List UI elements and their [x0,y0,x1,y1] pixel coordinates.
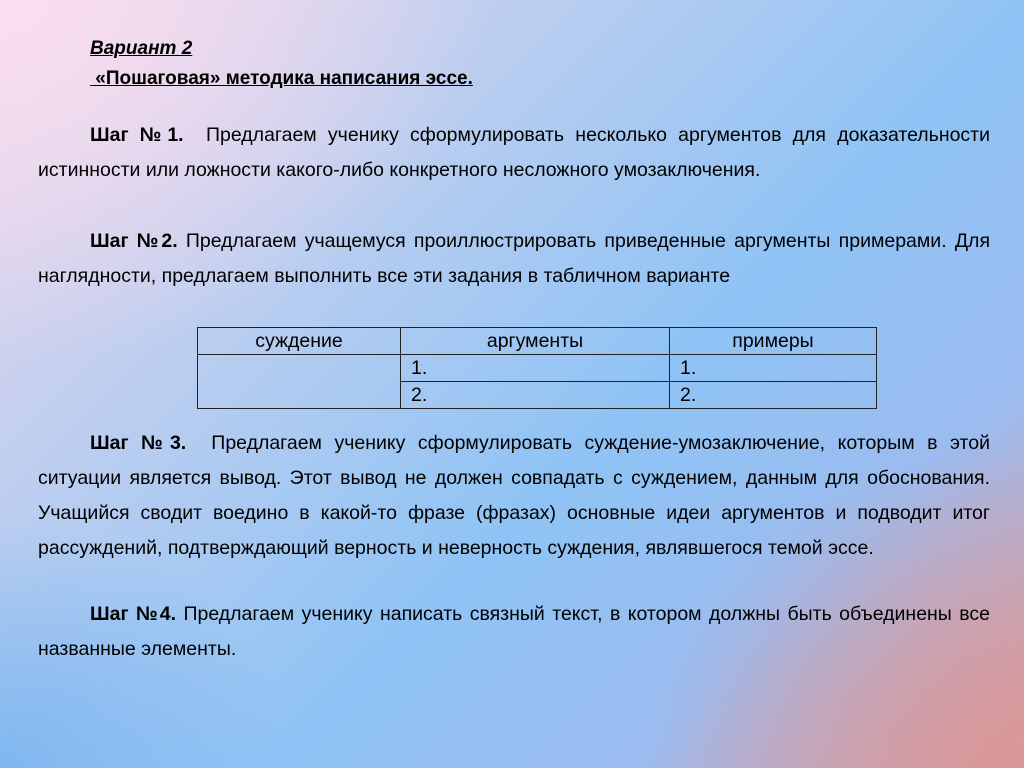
step-1-text: Предлагаем ученику сформулировать несколько аргументов для доказательности истинности или ложности какого-либо конкретного несложного умозаключения. [38,124,991,181]
step-3-text: Предлагаем ученику сформулировать суждение-умозаключение, которым в этой ситуации является вывод. Этот вывод не должен совпадать с суждением, данным для обоснования. Учащийся сводит воедино в какой-то фразе (фразах) основные идеи аргументов и подводит итог рассуждений, подтверждающий верность и неверность суждения, являвшегося темой эссе. [38,432,991,559]
table-header-arguments: аргументы [401,328,670,355]
step-2-paragraph [38,224,990,294]
step-3-label: Шаг №3. [90,432,187,454]
step-1-label: Шаг №1. [90,124,184,146]
step-2-text: Предлагаем учащемуся проиллюстрировать приведенные аргументы примерами. Для наглядности, предлагаем выполнить все эти задания в табличном варианте [38,230,990,287]
step-4-text: Предлагаем ученику написать связный текст, в котором должны быть объединены все названные элементы. [38,603,991,660]
arguments-table [197,327,877,409]
table-cell-argument: 2. [401,382,670,409]
step-2-label: Шаг №2. [90,230,178,252]
table-cell-argument: 1. [401,355,670,382]
step-1-paragraph [38,118,990,188]
table-cell-example: 1. [670,355,877,382]
table-cell-judgement [198,355,401,409]
step-4-paragraph [38,597,990,667]
method-title: «Пошаговая» методика написания эссе. [90,68,473,89]
variant-title: Вариант 2 [90,38,193,59]
step-4-label: Шаг №4. [90,603,177,625]
table-header-row [198,328,877,355]
table-row [198,355,877,382]
step-3-paragraph [38,426,990,566]
table-cell-example: 2. [670,382,877,409]
table-header-judgement: суждение [198,328,401,355]
table-header-examples: примеры [670,328,877,355]
